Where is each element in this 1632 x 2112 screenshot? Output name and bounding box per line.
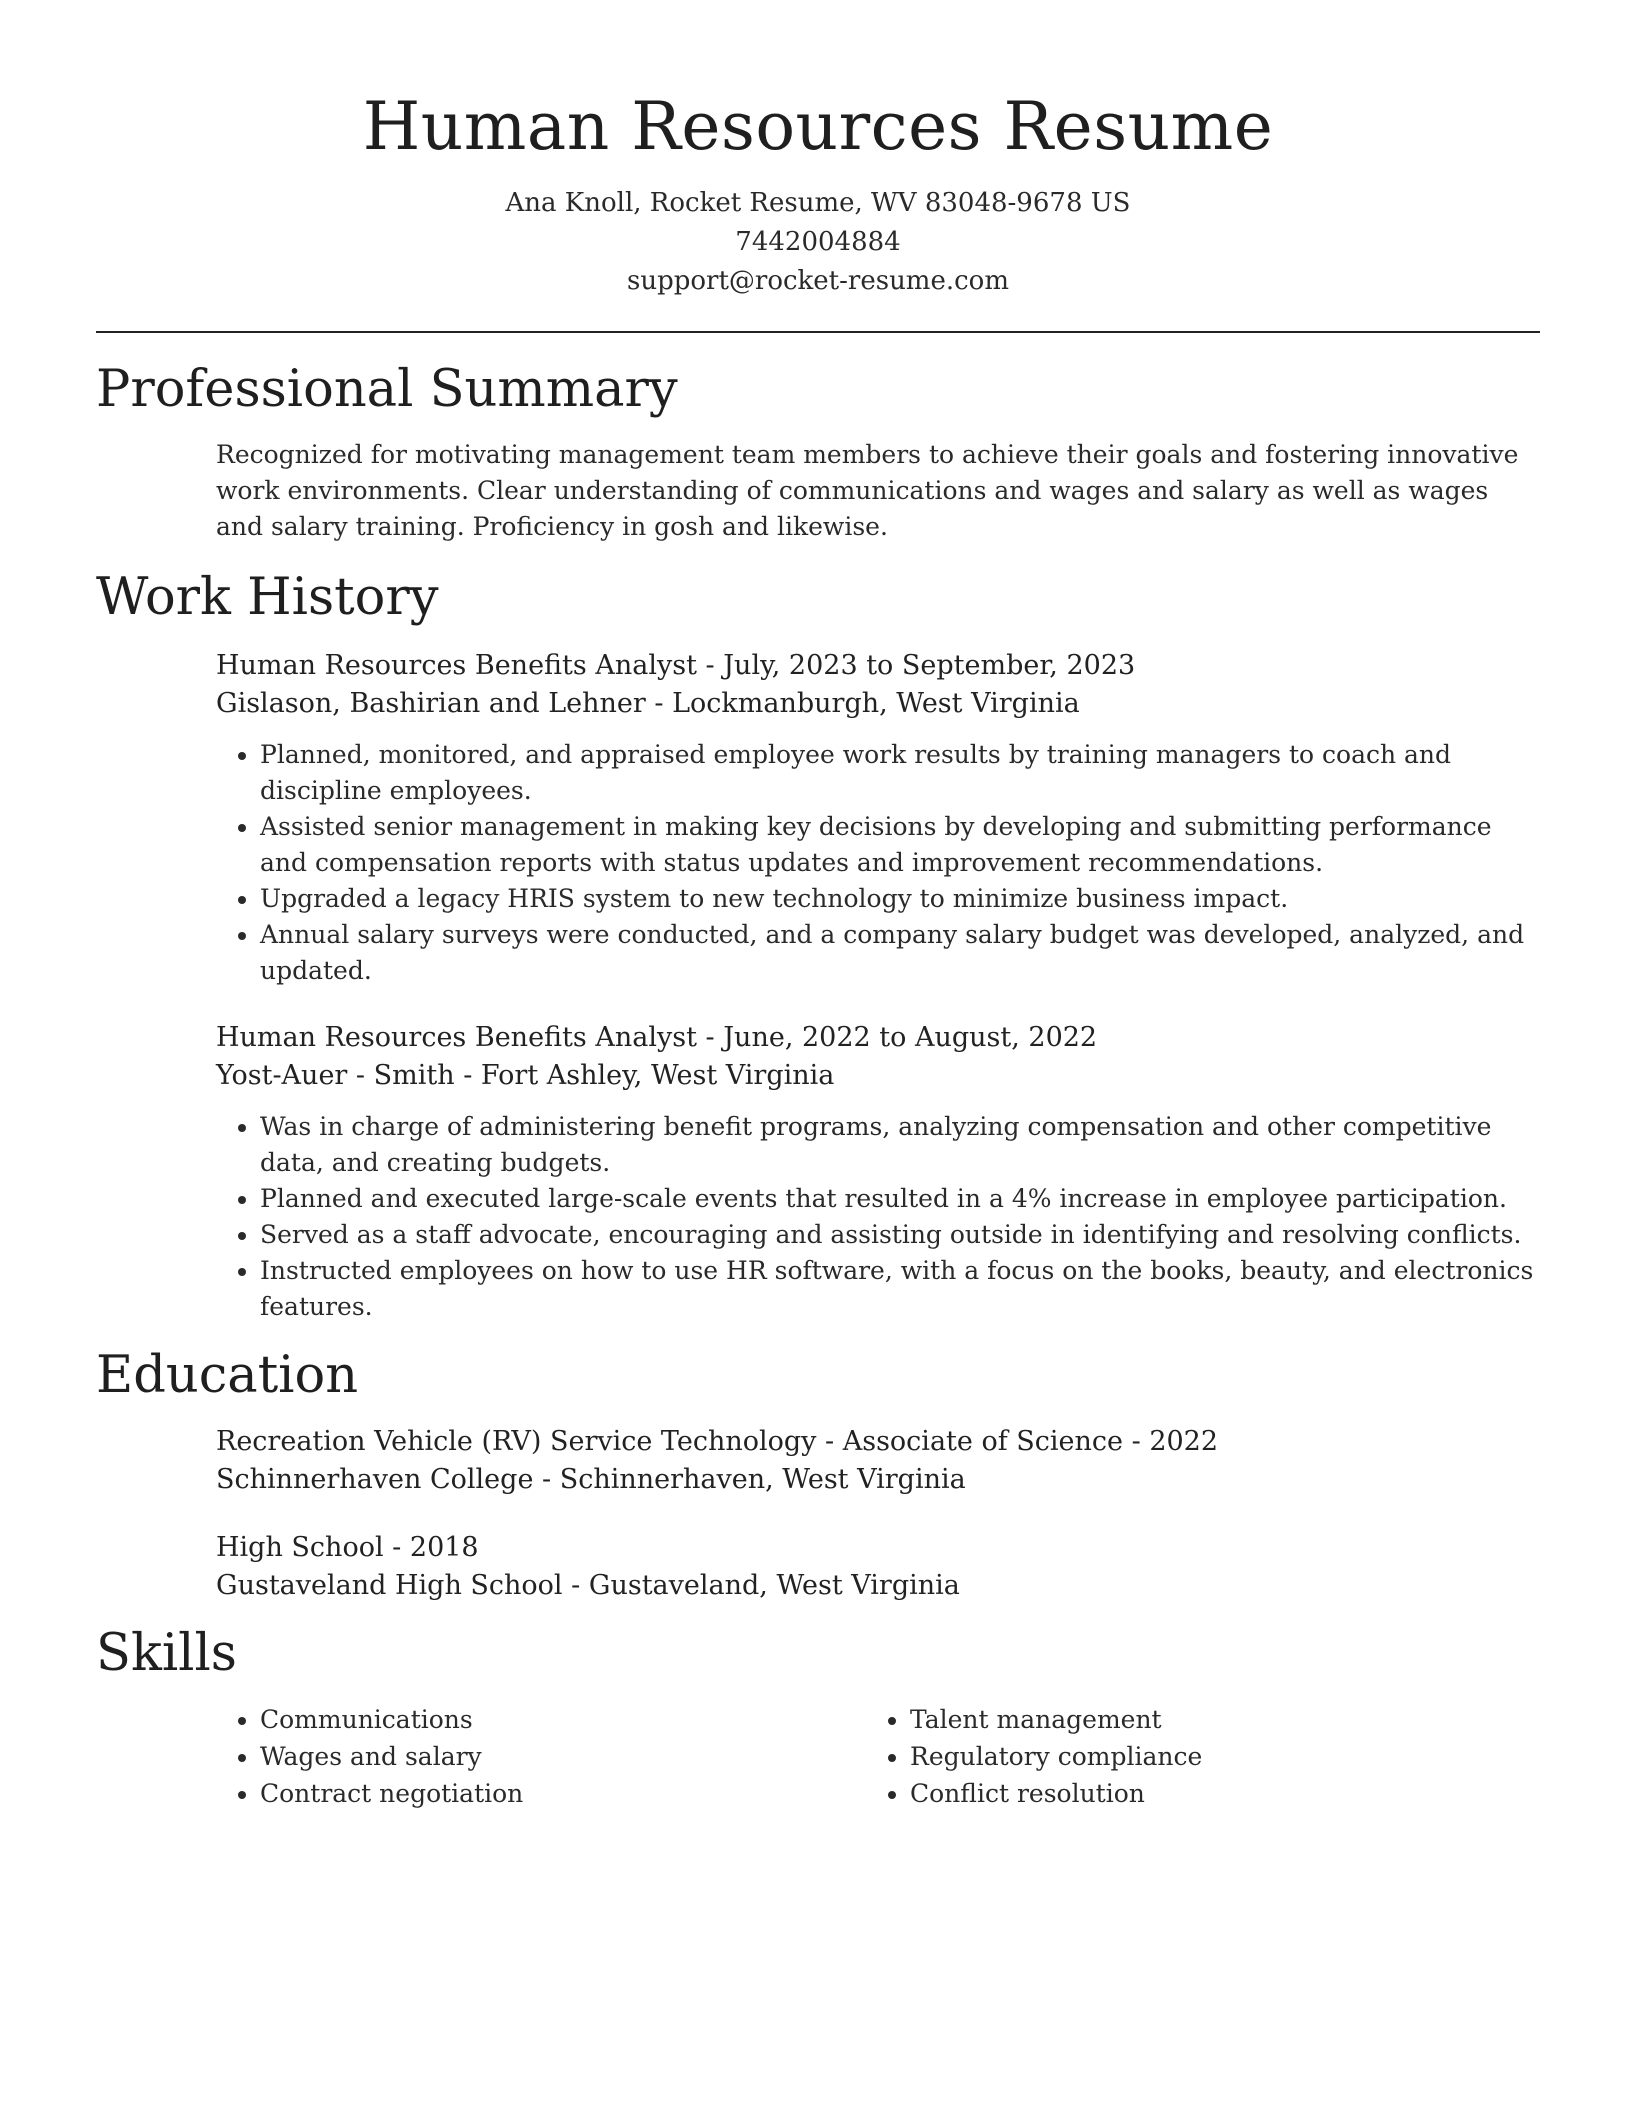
education-degree: High School bbox=[216, 1532, 384, 1563]
job-bullet: • Served as a staff advocate, encouraging and assisting outside in identifying and resolving conflicts. bbox=[260, 1217, 1540, 1253]
job-bullets bbox=[216, 1109, 1540, 1325]
education-location: Gustaveland, West Virginia bbox=[588, 1570, 960, 1601]
work-section bbox=[96, 565, 1540, 1325]
skills-section bbox=[96, 1621, 1540, 1812]
skills-column-right bbox=[866, 1701, 1516, 1812]
education-type: Associate of Science bbox=[842, 1426, 1124, 1457]
summary-text: Recognized for motivating management team members to achieve their goals and fostering innovative work environments. Clear understanding of communications and wages and salary as well as wages and salary training. Proficiency in gosh and likewise. bbox=[216, 440, 1519, 541]
education-entry bbox=[216, 1423, 1540, 1499]
job-company: Yost-Auer - Smith bbox=[216, 1060, 455, 1091]
job-bullet: • Planned and executed large-scale events that resulted in a 4% increase in employee participation. bbox=[260, 1181, 1540, 1217]
dash-separator: - bbox=[696, 650, 724, 681]
dash-separator: - bbox=[454, 1060, 481, 1091]
education-school-line bbox=[216, 1567, 1540, 1605]
job-bullet: • Instructed employees on how to use HR software, with a focus on the books, beauty, and electronics features. bbox=[260, 1253, 1540, 1325]
skill-item: • Regulatory compliance bbox=[910, 1738, 1516, 1775]
job-company: Gislason, Bashirian and Lehner bbox=[216, 688, 646, 719]
education-section bbox=[96, 1343, 1540, 1605]
dash-separator: - bbox=[696, 1022, 724, 1053]
education-entry bbox=[216, 1529, 1540, 1605]
job-title-line bbox=[216, 1019, 1540, 1057]
resume-header bbox=[96, 0, 1540, 301]
job-bullet: • Planned, monitored, and appraised employee work results by training managers to coach and discipline employees. bbox=[260, 737, 1540, 809]
skill-item: • Wages and salary bbox=[260, 1738, 866, 1775]
work-heading: Work History bbox=[96, 568, 439, 627]
contact-phone: 7442004884 bbox=[735, 227, 901, 257]
resume-page bbox=[96, 0, 1540, 1812]
education-degree-line bbox=[216, 1529, 1540, 1567]
education-school: Schinnerhaven College bbox=[216, 1464, 534, 1495]
job-entry bbox=[216, 647, 1540, 989]
job-org-line bbox=[216, 1057, 1540, 1095]
job-bullet: • Upgraded a legacy HRIS system to new technology to minimize business impact. bbox=[260, 881, 1540, 917]
dash-separator: - bbox=[383, 1532, 410, 1563]
job-bullet: • Annual salary surveys were conducted, and a company salary budget was developed, analyzed, and updated. bbox=[260, 917, 1540, 989]
skills-heading: Skills bbox=[96, 1624, 237, 1683]
education-year: 2022 bbox=[1149, 1426, 1219, 1457]
job-entry bbox=[216, 1019, 1540, 1325]
job-location: Lockmanburgh, West Virginia bbox=[672, 688, 1080, 719]
summary-heading: Professional Summary bbox=[96, 360, 678, 419]
dash-separator: - bbox=[816, 1426, 843, 1457]
resume-title: Human Resources Resume bbox=[362, 88, 1274, 165]
dash-separator: - bbox=[1123, 1426, 1150, 1457]
skill-item: • Contract negotiation bbox=[260, 1775, 866, 1812]
dash-separator: - bbox=[645, 688, 673, 719]
job-bullets bbox=[216, 737, 1540, 989]
dash-separator: - bbox=[562, 1570, 589, 1601]
contact-address: Ana Knoll, Rocket Resume, WV 83048-9678 US bbox=[505, 188, 1131, 218]
education-degree-line bbox=[216, 1423, 1540, 1461]
contact-email: support@rocket-resume.com bbox=[626, 266, 1009, 296]
job-title: Human Resources Benefits Analyst bbox=[216, 650, 697, 681]
skills-grid bbox=[216, 1701, 1540, 1812]
education-heading: Education bbox=[96, 1346, 359, 1405]
dash-separator: - bbox=[533, 1464, 560, 1495]
job-title: Human Resources Benefits Analyst bbox=[216, 1022, 697, 1053]
skill-item: • Conflict resolution bbox=[910, 1775, 1516, 1812]
contact-block bbox=[96, 184, 1540, 301]
job-bullet: • Assisted senior management in making key decisions by developing and submitting performance and compensation reports with status updates and improvement recommendations. bbox=[260, 809, 1540, 881]
skill-item: • Talent management bbox=[910, 1701, 1516, 1738]
job-dates: July, 2023 to September, 2023 bbox=[723, 650, 1136, 681]
education-location: Schinnerhaven, West Virginia bbox=[559, 1464, 966, 1495]
job-location: Fort Ashley, West Virginia bbox=[480, 1060, 835, 1091]
skill-item: • Communications bbox=[260, 1701, 866, 1738]
summary-section bbox=[96, 357, 1540, 545]
job-org-line bbox=[216, 685, 1540, 723]
job-title-line bbox=[216, 647, 1540, 685]
job-dates: June, 2022 to August, 2022 bbox=[723, 1022, 1098, 1053]
header-divider bbox=[96, 331, 1540, 333]
skills-column-left bbox=[216, 1701, 866, 1812]
education-school-line bbox=[216, 1461, 1540, 1499]
education-year: 2018 bbox=[409, 1532, 479, 1563]
education-degree: Recreation Vehicle (RV) Service Technology bbox=[216, 1426, 817, 1457]
education-school: Gustaveland High School bbox=[216, 1570, 563, 1601]
job-bullet: • Was in charge of administering benefit programs, analyzing compensation and other competitive data, and creating budgets. bbox=[260, 1109, 1540, 1181]
